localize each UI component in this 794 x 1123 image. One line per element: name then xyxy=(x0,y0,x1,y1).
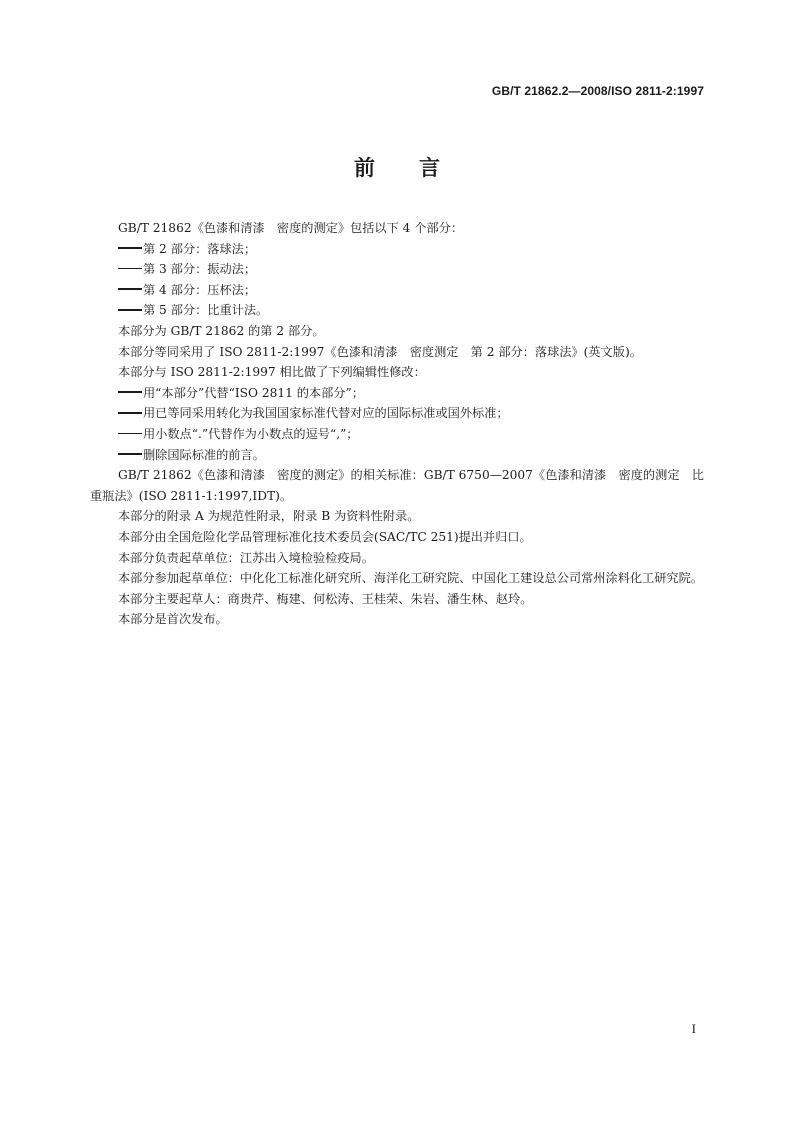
title-char-right: 言 xyxy=(419,156,440,180)
paragraph: 本部分等同采用了 ISO 2811-2:1997《色漆和清漆 密度测定 第 2 部分：落球法》(英文版)。 xyxy=(118,344,642,359)
paragraph: 本部分主要起草人：商贵芹、梅建、何松涛、王桂荣、朱岩、潘生林、赵玲。 xyxy=(118,591,533,606)
dash-mark xyxy=(118,309,142,311)
paragraph: 本部分与 ISO 2811-2:1997 相比做了下列编辑性修改： xyxy=(118,365,426,380)
paragraph: 本部分为 GB/T 21862 的第 2 部分。 xyxy=(118,323,325,338)
dash-mark xyxy=(118,268,142,270)
list-item: 用已等同采用转化为我国国家标准代替对应的国际标准或国外标准； xyxy=(90,403,704,424)
dash-mark xyxy=(118,247,142,249)
list-item: 删除国际标准的前言。 xyxy=(90,445,704,466)
title-char-left: 前 xyxy=(354,156,375,180)
paragraph: 本部分负责起草单位：江苏出入境检验检疫局。 xyxy=(118,550,374,565)
dash-mark xyxy=(118,453,142,455)
paragraph: 本部分的附录 A 为规范性附录，附录 B 为资料性附录。 xyxy=(118,509,420,524)
list-item: 第 4 部分：压杯法； xyxy=(90,280,704,301)
dash-mark xyxy=(118,433,142,435)
list-item: 第 3 部分：振动法； xyxy=(90,259,704,280)
page-number: I xyxy=(691,1021,696,1036)
page-title xyxy=(0,152,794,182)
list-item: 用小数点“.”代替作为小数点的逗号“,”； xyxy=(90,424,704,445)
list-item: 用“本部分”代替“ISO 2811 的本部分”； xyxy=(90,383,704,404)
paragraph: 本部分由全国危险化学品管理标准化技术委员会(SAC/TC 251)提出并归口。 xyxy=(118,529,532,544)
paragraph: 本部分参加起草单位：中化化工标准化研究所、海洋化工研究院、中国化工建设总公司常州涂料化工研究院。 xyxy=(118,571,703,586)
dash-mark xyxy=(118,288,142,290)
paragraph: GB/T 21862《色漆和清漆 密度的测定》包括以下 4 个部分： xyxy=(118,221,464,235)
dash-mark xyxy=(118,391,142,393)
paragraph: 本部分是首次发布。 xyxy=(118,612,228,627)
standard-code: GB/T 21862.2—2008/ISO 2811-2:1997 xyxy=(491,84,704,98)
foreword-body xyxy=(90,218,704,630)
list-item: 第 2 部分：落球法； xyxy=(90,239,704,260)
dash-mark xyxy=(118,412,142,414)
paragraph: GB/T 21862《色漆和清漆 密度的测定》的相关标准：GB/T 6750—2007《色漆和清漆 密度的测定 比重瓶法》(ISO 2811-1:1997,IDT)。 xyxy=(90,468,704,503)
list-item: 第 5 部分：比重计法。 xyxy=(90,300,704,321)
